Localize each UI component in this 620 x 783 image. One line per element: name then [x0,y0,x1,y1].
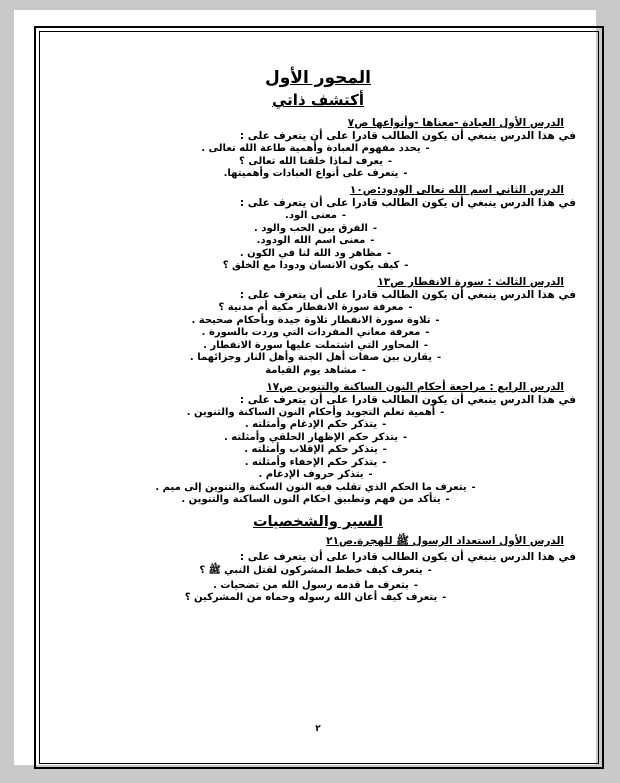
objective-text: يتعرف كيف أعان الله رسوله وحماه من المشركين ؟ [184,592,438,603]
objective-text: يتذكر حكم الإخفاء وأمثلته . [244,456,378,468]
list-item [54,469,582,480]
dash-icon: - [435,314,440,326]
dash-icon: - [440,406,445,418]
lesson-intro: في هذا الدرس ينبغي أن يكون الطالب قادرا على أن يتعرف على : [239,551,576,563]
dash-icon: - [382,456,387,468]
dash-icon: - [404,260,409,271]
dash-icon: - [402,431,408,443]
objective-text: يتذكر حروف الإدغام . [258,469,364,480]
page-number: ٢ [315,724,321,734]
list-item [54,235,582,246]
list-item [54,327,582,338]
dash-icon: - [382,444,387,455]
page-title: المحور الأول [264,68,372,88]
objective-text: أهمية تعلم التجويد وأحكام النون الساكنة والتنوين . [186,406,436,418]
dash-icon: - [471,481,476,493]
page-content [54,50,582,740]
list-item [54,248,582,259]
page-subtitle: أكتشف ذاتي [272,91,364,109]
list-item [54,564,582,578]
list-item [54,302,582,313]
list-item [54,340,582,351]
section-heading: السير والشخصيات [252,514,383,530]
dash-icon: - [423,339,428,351]
objectives-list [54,564,582,603]
list-item [54,407,582,418]
dash-icon: - [413,579,418,591]
objectives-list [54,143,582,179]
objective-text: تلاوة سورة الانفطار تلاوة جيدة وبأحكام صحيحة . [191,314,431,326]
objective-text: كيف يكون الانسان ودودا مع الخلق ؟ [222,260,400,271]
lesson-block [54,381,582,506]
objective-text: يتعرف ما قدمه رسول الله من تضحيات . [213,579,409,591]
objective-text: يقارن بين صفات أهل الجنة وأهل النار وجزائهما . [189,352,433,363]
objective-text: يتذكر حكم الإدغام وأمثلته . [244,419,378,430]
list-item [54,592,582,603]
objective-text: يتعرف كيف خطط المشركون لقتل النبي ﷺ ؟ [199,565,423,576]
list-item [54,580,582,591]
objective-text: يعرف لماذا خلقنا الله تعالى ؟ [239,155,383,167]
objective-text: معرفة سورة الانفطار مكية أم مدنية ؟ [218,302,404,313]
objectives-list [54,210,582,271]
lesson-title: الدرس الأول العبادة -معناها -وأنواعها ص٧ [347,117,564,129]
list-item [54,482,582,493]
objectives-list [54,407,582,506]
objective-text: معنى اسم الله الودود. [256,235,366,246]
dash-icon: - [372,222,378,234]
objective-text: الفرق بين الحب والود . [254,222,368,234]
lesson-title: الدرس الثالث : سورة الانفطار ص١٣ [377,276,564,288]
dash-icon: - [361,364,366,376]
list-item [54,419,582,430]
dash-icon: - [445,494,450,505]
list-item [54,223,582,234]
objective-text: يتذكر حكم الإظهار الحلقي وأمثلته . [223,431,399,443]
list-item [54,210,582,221]
lesson-intro: في هذا الدرس ينبغي أن يكون الطالب قادرا على أن يتعرف على : [239,130,576,142]
objective-text: المحاور التي اشتملت عليها سورة الانفطار . [203,339,419,351]
lesson-title: الدرس الثاني اسم الله تعالى الودود:ص١٠ [349,184,564,196]
list-item [54,352,582,363]
objectives-list [54,302,582,376]
lesson-intro: في هذا الدرس ينبغي أن يكون الطالب قادرا على أن يتعرف على : [239,197,576,209]
dash-icon: - [436,352,442,363]
list-item [54,168,582,179]
lesson-block [54,276,582,376]
dash-icon: - [425,143,430,154]
list-item [54,494,582,505]
lesson-intro: في هذا الدرس ينبغي أن يكون الطالب قادرا على أن يتعرف على : [239,393,576,406]
dash-icon: - [387,247,392,259]
list-item [54,457,582,468]
objective-text: مشاهد يوم القيامة [265,364,357,376]
dash-icon: - [425,327,430,338]
dash-icon: - [403,168,408,179]
dash-icon: - [382,419,387,430]
objective-text: يتعرف على أنواع العبادات وأهميتها. [223,168,399,179]
dash-icon: - [370,235,375,246]
list-item [54,432,582,443]
dash-icon: - [427,565,432,576]
objective-text: يحدد مفهوم العبادة وأهمية طاعة الله تعالى . [201,143,421,154]
document-page [14,10,596,765]
dash-icon: - [368,469,373,480]
lesson-block [54,535,582,603]
list-item [54,444,582,455]
lesson-title: الدرس الرابع : مراجعة أحكام النون الساكنة والتنوين ص١٧ [266,380,564,393]
dash-icon: - [341,210,347,221]
objective-text: يتأكد من فهم وتطبيق احكام النون الساكنة والتنوين . [181,494,441,505]
list-item [54,143,582,154]
lesson-block [54,184,582,271]
objective-text: مظاهر ود الله لنا في الكون . [239,247,383,259]
list-item [54,315,582,326]
objective-text: يتعرف ما الحكم الذي تقلب فيه النون السكنة والتنوين إلى ميم . [155,481,467,493]
dash-icon: - [387,155,393,167]
lesson-title: الدرس الأول استعداد الرسول ﷺ للهجرة.ص٢١ [326,535,564,547]
objective-text: معنى الود. [285,210,337,221]
list-item [54,365,582,376]
objective-text: معرفة معاني المفردات التي وردت بالسورة . [201,327,421,338]
list-item [54,260,582,271]
dash-icon: - [442,592,447,603]
lesson-intro: في هذا الدرس ينبغي أن يكون الطالب قادرا على أن يتعرف على : [239,289,576,301]
lesson-block [54,117,582,179]
list-item [54,156,582,167]
dash-icon: - [408,302,413,313]
objective-text: يتذكر حكم الإقلاب وأمثلته . [244,444,378,455]
